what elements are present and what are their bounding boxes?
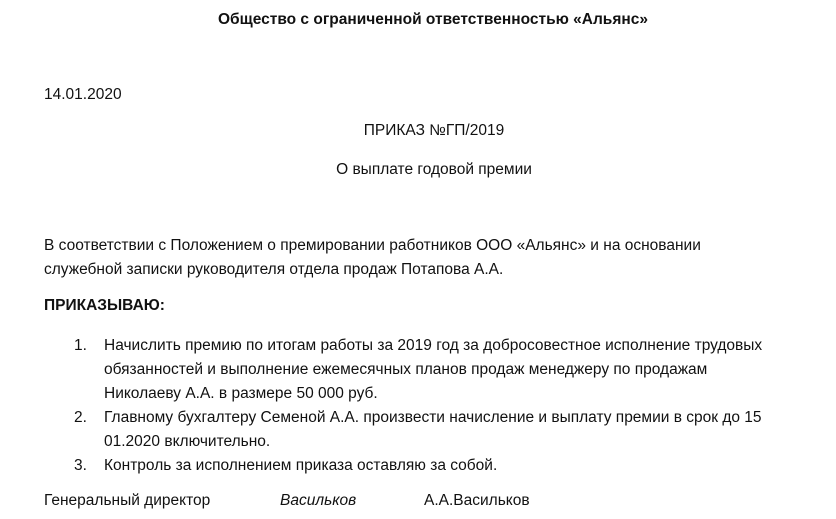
item-number: 2. bbox=[74, 409, 87, 426]
item-line: Начислить премию по итогам работы за 2019 год за добросовестное исполнение трудовых bbox=[104, 337, 763, 354]
item-line: 01.2020 включительно. bbox=[104, 433, 271, 450]
item-text bbox=[104, 406, 836, 454]
signatory-position: Генеральный директор bbox=[44, 492, 211, 509]
item-text bbox=[104, 454, 836, 478]
order-item bbox=[0, 334, 836, 406]
decree-label: ПРИКАЗЫВАЮ: bbox=[44, 297, 165, 314]
document-date: 14.01.2020 bbox=[44, 86, 122, 103]
preamble bbox=[44, 234, 834, 282]
preamble-line: В соответствии с Положением о премировании работников ООО «Альянс» и на основании bbox=[44, 237, 701, 254]
item-line: обязанностей и выполнение ежемесячных планов продаж менеджеру по продажам bbox=[104, 361, 708, 378]
item-text bbox=[104, 334, 836, 406]
order-items-list bbox=[0, 334, 836, 478]
order-item bbox=[0, 406, 836, 454]
organization-title: Общество с ограниченной ответственностью «Альянс» bbox=[218, 11, 648, 28]
order-item bbox=[0, 454, 836, 478]
item-number: 3. bbox=[74, 457, 87, 474]
order-subject: О выплате годовой премии bbox=[336, 161, 532, 178]
signatory-name: А.А.Васильков bbox=[424, 492, 530, 509]
item-line: Николаеву А.А. в размере 50 000 руб. bbox=[104, 385, 378, 402]
preamble-line: служебной записки руководителя отдела продаж Потапова А.А. bbox=[44, 261, 504, 278]
item-line: Главному бухгалтеру Семеной А.А. произвести начисление и выплату премии в срок до 15 bbox=[104, 409, 762, 426]
handwritten-signature: Васильков bbox=[280, 492, 357, 509]
item-number: 1. bbox=[74, 337, 87, 354]
signature-block bbox=[0, 492, 836, 514]
order-title: ПРИКАЗ №ГП/2019 bbox=[363, 122, 505, 139]
item-line: Контроль за исполнением приказа оставляю за собой. bbox=[104, 457, 498, 474]
